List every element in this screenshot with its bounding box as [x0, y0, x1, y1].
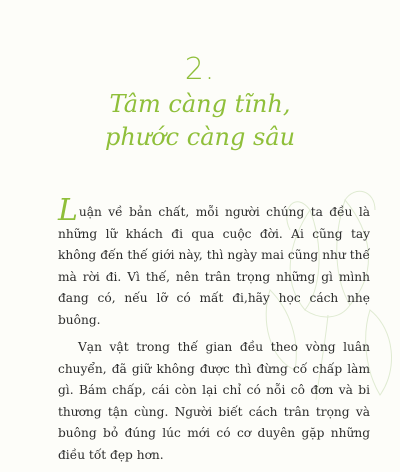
- chapter-body: [58, 192, 370, 472]
- chapter-number: 2.: [184, 52, 216, 87]
- chapter-title-line-2: phước càng sâu: [104, 123, 296, 151]
- chapter-title: [0, 88, 400, 154]
- chapter-title-line-1: Tâm càng tĩnh,: [109, 90, 291, 118]
- paragraph-1: [58, 192, 370, 331]
- paragraph-2: Vạn vật trong thế gian đều theo vòng luân chuyển, đã giữ không được thì đừng cố chấp làm gì. Bám chấp, cái còn lại chỉ có nỗi cô đơn và bi thương tận cùng. Người biết cách trân trọng và buông bỏ đúng lúc mới có cơ duyên gặp những điều tốt đẹp hơn.: [58, 340, 370, 462]
- paragraph-1-text: uận về bản chất, mỗi người chúng ta đều là những lữ khách đi qua cuộc đời. Ai cũng tay không đến thế giới này, thì ngày mai cũng như thế mà rời đi. Vì thế, nên trân trọng những gì mình đang có, nếu lỡ có mất đi,hãy học cách nhẹ buông.: [58, 205, 370, 327]
- drop-cap: L: [58, 193, 78, 228]
